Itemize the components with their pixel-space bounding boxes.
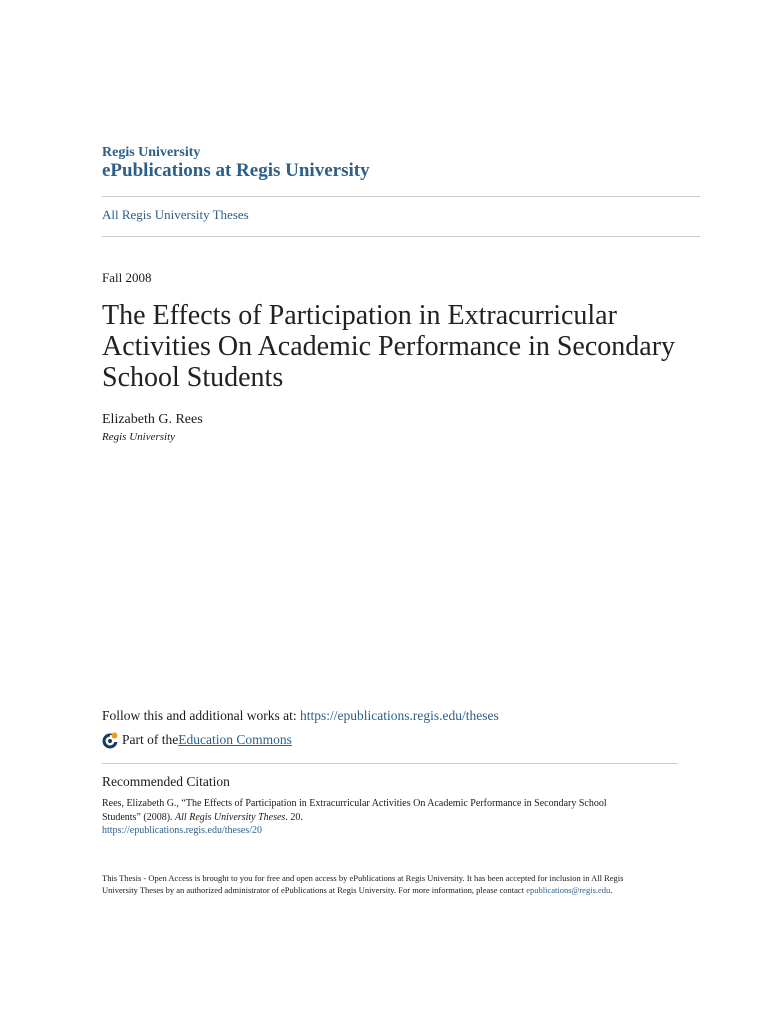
header-divider — [102, 196, 700, 197]
part-of-line — [102, 731, 292, 749]
citation-block — [102, 797, 662, 838]
access-notice — [102, 872, 692, 896]
follow-prefix: Follow this and additional works at: — [102, 708, 300, 723]
citation-text: Students” (2008). — [102, 811, 176, 823]
part-of-prefix: Part of the — [122, 732, 179, 747]
collection-link[interactable]: All Regis University Theses — [102, 207, 249, 222]
citation-number: . 20. — [285, 811, 303, 823]
repository-link[interactable]: ePublications at Regis University — [102, 160, 370, 181]
contact-email-link[interactable]: epublications@regis.edu — [526, 885, 611, 895]
citation-series: All Regis University Theses — [175, 811, 286, 823]
citation-line-2 — [102, 811, 662, 825]
recommended-citation-heading: Recommended Citation — [102, 774, 230, 789]
commons-icon — [102, 731, 120, 749]
publication-date: Fall 2008 — [102, 270, 152, 285]
citation-url-link[interactable]: https://epublications.regis.edu/theses/20 — [102, 825, 262, 836]
author-affiliation: Regis University — [102, 431, 176, 443]
author-name: Elizabeth G. Rees — [102, 412, 203, 427]
citation-divider — [102, 763, 678, 764]
institution-name: Regis University — [102, 145, 201, 160]
education-commons-link[interactable]: Education Commons — [178, 732, 292, 747]
notice-text: University Theses by an authorized administrator of ePublications at Regis University. For more information, please contact — [102, 885, 527, 895]
theses-url-link[interactable]: https://epublications.regis.edu/theses — [300, 708, 499, 723]
follow-line — [102, 708, 499, 724]
notice-period: . — [610, 885, 613, 895]
notice-line-2 — [102, 884, 692, 896]
document-title: The Effects of Participation in Extracurricular Activities On Academic Performance in Secondary School Students — [102, 300, 676, 393]
collection-divider — [102, 236, 700, 237]
notice-line-1: This Thesis - Open Access is brought to you for free and open access by ePublications at Regis University. It has been accepted for inclusion in All Regis — [102, 873, 624, 883]
citation-line-1: Rees, Elizabeth G., “The Effects of Participation in Extracurricular Activities On Academic Performance in Secondary School — [102, 798, 607, 809]
